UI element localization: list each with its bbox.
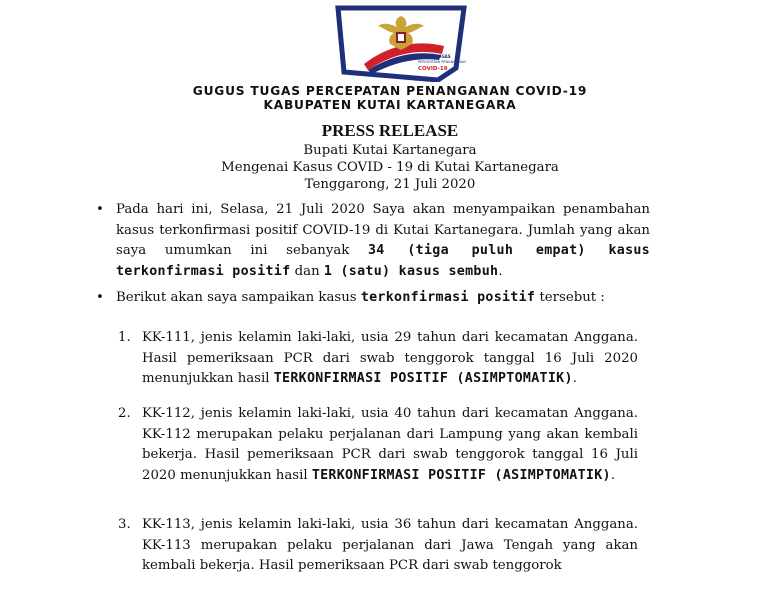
header-line-2: KABUPATEN KUTAI KARTANEGARA	[263, 98, 517, 112]
case-status: TERKONFIRMASI POSITIF (ASIMPTOMATIK)	[273, 371, 573, 386]
bullet1-bold-b: 1 (satu) kasus sembuh	[323, 263, 499, 279]
case-item	[118, 515, 638, 577]
case-number: 1.	[118, 330, 131, 345]
case-status: TERKONFIRMASI POSITIF (ASIMPTOMATIK)	[311, 467, 611, 483]
bullet-announcement	[116, 200, 650, 282]
case-text: KK-112, jenis kelamin laki-laki, usia 40 tahun dari kecamatan Anggana. KK-112 merupakan pelaku perjalanan dari Lampung yang akan kembali bekerja. Hasil pemeriksaan PCR dari swab tenggorok tanggal 16 Juli 2020 menunjukkan hasil	[142, 406, 638, 483]
gugus-tugas-logo	[334, 2, 468, 82]
case-end: .	[610, 467, 616, 483]
logo-label-line1: GUGUS TUGAS	[418, 54, 451, 59]
bullet1-text-a: Pada hari ini, Selasa, 21 Juli 2020 Saya akan menyampaikan penambahan kasus terkonfirmasi positif COVID-19 di Kutai Kartanegara. Jumlah yang akan saya umumkan ini sebanyak	[116, 202, 650, 258]
bullet-case-intro	[116, 288, 650, 309]
bullet1-bold-a: 34 (tiga puluh empat) kasus terkonfirmasi positif	[116, 243, 650, 279]
case-text: KK-113, jenis kelamin laki-laki, usia 36 tahun dari kecamatan Anggana. KK-113 merupakan pelaku perjalanan dari Jawa Tengah yang akan kembali bekerja. Hasil pemeriksaan PCR dari swab tenggorok	[142, 517, 638, 573]
case-item	[118, 404, 638, 486]
subtitle-line-3: Tenggarong, 21 Juli 2020	[304, 177, 476, 192]
bullet1-text-c: .	[498, 263, 503, 279]
case-number: 2.	[118, 406, 131, 421]
bullet1-text-b: dan	[290, 263, 324, 279]
header-line-1: GUGUS TUGAS PERCEPATAN PENANGANAN COVID-19	[192, 84, 588, 98]
case-number: 3.	[118, 517, 131, 532]
logo-label-line3: COVID-19	[418, 66, 448, 72]
subtitle-line-2: Mengenai Kasus COVID - 19 di Kutai Kartanegara	[221, 160, 559, 175]
subtitle-line-1: Bupati Kutai Kartanegara	[303, 143, 477, 158]
logo-label-line2: PERCEPATAN PENANGANAN	[418, 60, 466, 64]
case-end: .	[572, 371, 577, 386]
page-title: PRESS RELEASE	[321, 121, 459, 140]
bullet2-text-b: tersebut :	[535, 290, 605, 305]
case-item	[118, 328, 638, 390]
case-text: KK-111, jenis kelamin laki-laki, usia 29 tahun dari kecamatan Anggana. Hasil pemeriksaan PCR dari swab tenggorok tanggal 16 Juli 2020 menunjukkan hasil	[142, 330, 638, 386]
bullet2-bold-a: terkonfirmasi positif	[360, 290, 536, 305]
bullet2-text-a: Berikut akan saya sampaikan kasus	[116, 290, 361, 305]
